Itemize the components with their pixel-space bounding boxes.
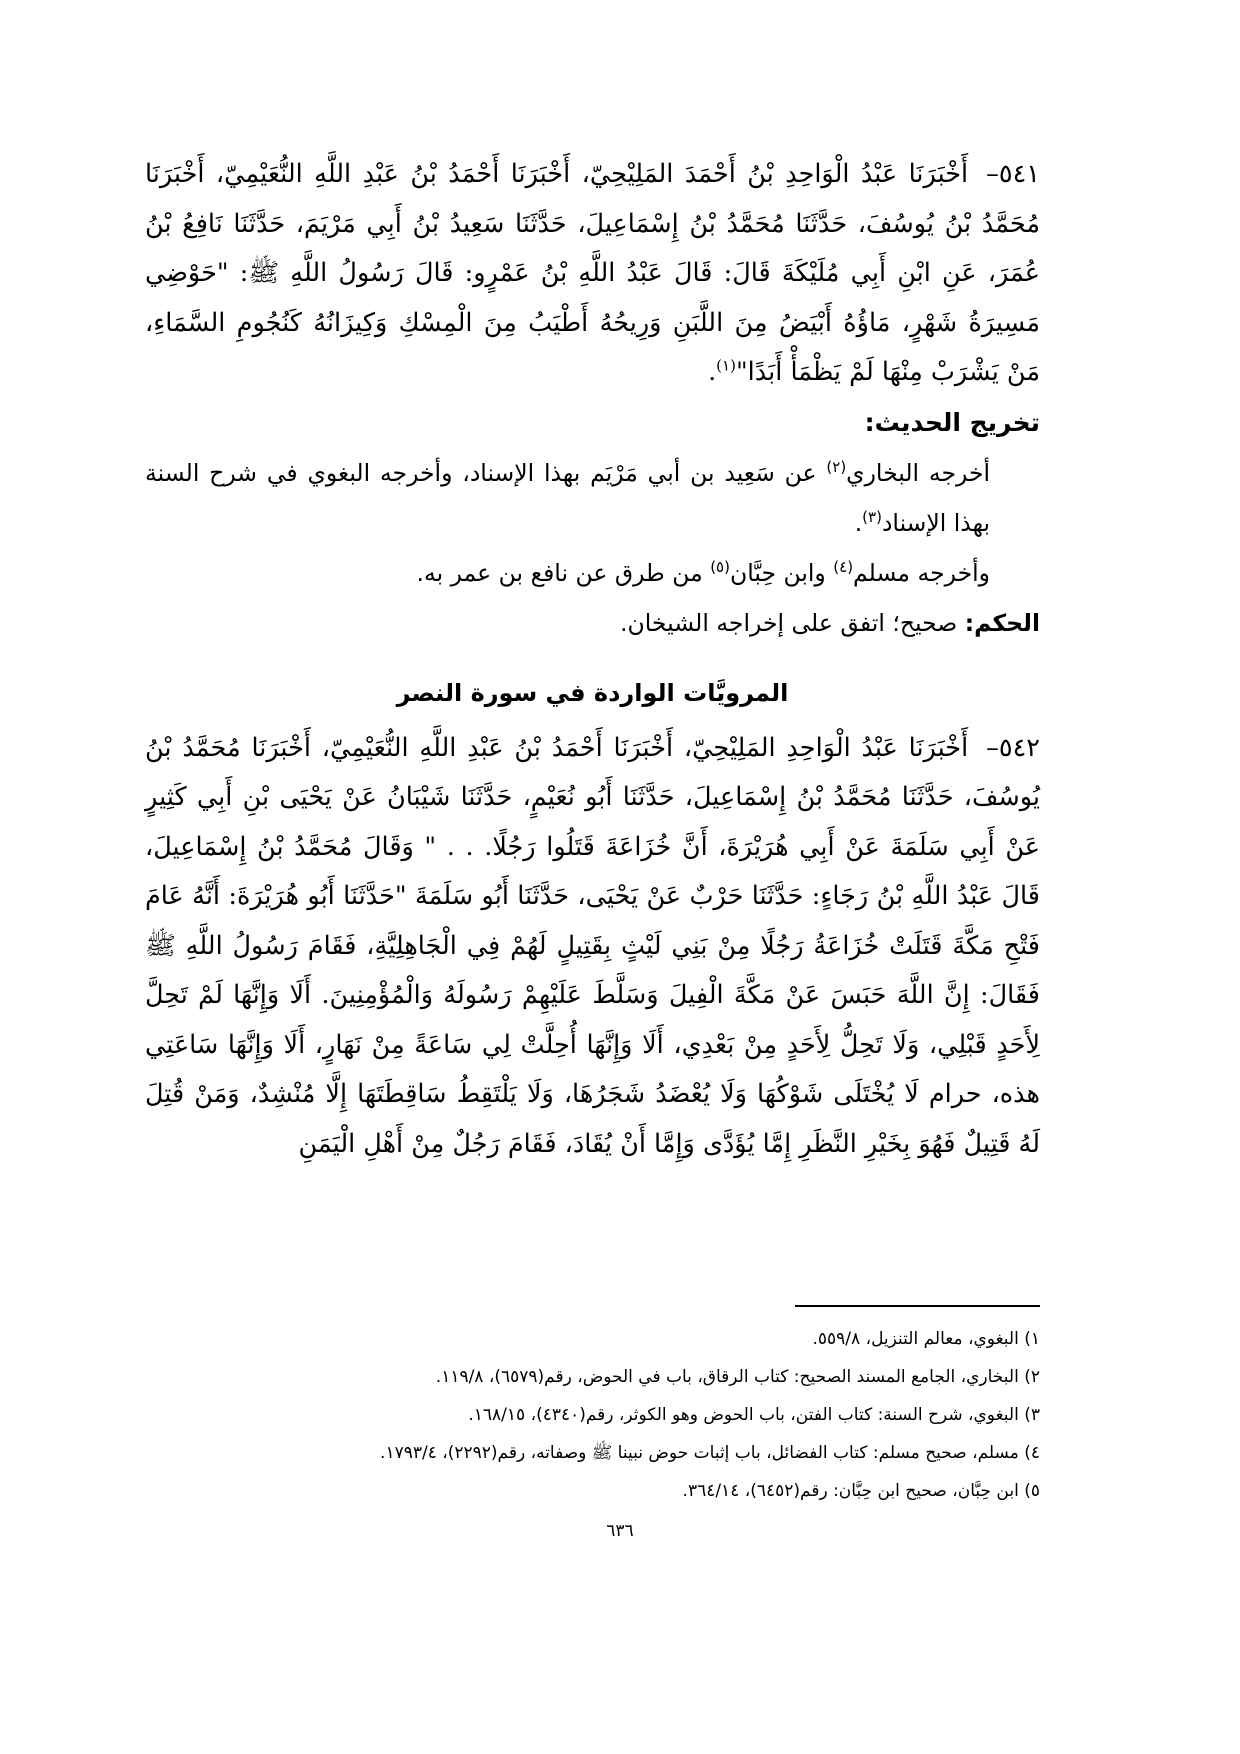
hukm-text: صحيح؛ اتفق على إخراجه الشيخان. <box>620 608 965 637</box>
hadith-text: أَخْبَرَنَا عَبْدُ الْوَاحِدِ المَلِيْحِيّ، أَخْبَرَنَا أَحْمَدُ بْنُ عَبْدِ اللَّهِ النُّعَيْمِيّ، أَخْبَرَنَا مُحَمَّدُ بْنُ يُوسُفَ، حَدَّثَنَا مُحَمَّدُ بْنُ إِسْمَاعِيلَ، حَدَّثَنَا أَبُو نُعَيْمٍ، حَدَّثَنَا شَيْبَانُ عَنْ يَحْيَى بْنِ أَبِي كَثِيرٍ عَنْ أَبِي سَلَمَةَ عَنْ أَبِي هُرَيْرَةَ، أَنَّ خُزَاعَةَ قَتَلُوا رَجُلًا. . . " وَقَالَ مُحَمَّدُ بْنُ إِسْمَاعِيلَ، قَالَ عَبْدُ اللَّهِ بْنُ رَجَاءٍ: حَدَّثَنَا حَرْبٌ عَنْ يَحْيَى، حَدَّثَنَا أَبُو سَلَمَةَ "حَدَّثَنَا أَبُو هُرَيْرَةَ: أَنَّهُ عَامَ فَتْحِ مَكَّةَ قَتَلَتْ خُزَاعَةُ رَجُلًا مِنْ بَنِي لَيْثٍ بِقَتِيلٍ لَهُمْ فِي الْجَاهِلِيَّةِ، فَقَامَ رَسُولُ اللَّهِ ﷺ فَقَالَ: إِنَّ اللَّهَ حَبَسَ عَنْ مَكَّةَ الْفِيلَ وَسَلَّطَ عَلَيْهِمْ رَسُولَهُ وَالْمُؤْمِنِينَ. أَلَا وَإِنَّهَا لَمْ تَحِلَّ لِأَحَدٍ قَبْلِي، وَلَا تَحِلُّ لِأَحَدٍ مِنْ بَعْدِي، أَلَا وَإِنَّهَا أُحِلَّتْ لِي سَاعَةً مِنْ نَهَارٍ، أَلَا وَإِنَّهَا سَاعَتِي هذه، حرام لَا يُخْتَلَى شَوْكُهَا وَلَا يُعْضَدُ شَجَرُهَا، وَلَا يَلْتَقِطُ سَاقِطَتَهَا إِلَّا مُنْشِدٌ، وَمَنْ قُتِلَ لَهُ قَتِيلٌ فَهُوَ بِخَيْرِ النَّظَرِ إِمَّا يُؤَدَّى وَإِمَّا أَنْ يُقَادَ، فَقَامَ رَجُلٌ مِنْ أَهْلِ الْيَمَنِ <box>145 732 1041 1159</box>
footnote-ref[interactable]: (٣) <box>862 507 882 526</box>
footnote-4: ٤) مسلم، صحيح مسلم: كتاب الفضائل، باب إثبات حوض نبينا ﷺ وصفاته، رقم(٢٢٩٢)، ١٧٩٣/٤. <box>380 1443 1040 1463</box>
footnote-1: ١) البغوي، معالم التنزيل، ٥٥٩/٨. <box>812 1329 1040 1349</box>
hadith-text: أَخْبَرَنَا عَبْدُ الْوَاحِدِ بْنُ أَحْمَدَ المَلِيْحِيّ، أَخْبَرَنَا أَحْمَدُ بْنُ عَبْدِ اللَّهِ النُّعَيْمِيّ، أَخْبَرَنَا مُحَمَّدُ بْنُ يُوسُفَ، حَدَّثَنَا مُحَمَّدُ بْنُ إِسْمَاعِيلَ، حَدَّثَنَا سَعِيدُ بْنُ أَبِي مَرْيَمَ، حَدَّثَنَا نَافِعُ بْنُ عُمَرَ، عَنِ ابْنِ أَبِي مُلَيْكَةَ قَالَ: قَالَ عَبْدُ اللَّهِ بْنُ عَمْرٍو: قَالَ رَسُولُ اللَّهِ ﷺ: "حَوْضِي مَسِيرَةُ شَهْرٍ، مَاؤُهُ أَبْيَضُ مِنَ اللَّبَنِ وَرِيحُهُ أَطْيَبُ مِنَ الْمِسْكِ وَكِيزَانُهُ كَنُجُومِ السَّمَاءِ، مَنْ يَشْرَبْ مِنْهَا لَمْ يَظْمَأْ أَبَدًا" <box>145 159 1040 387</box>
footnote-ref[interactable]: (١) <box>716 356 736 375</box>
takhrij-text: عن سَعِيد بن أبي مَرْيَم بهذا الإسناد، وأخرجه البغوي في شرح السنة بهذا الإسناد <box>145 458 990 537</box>
takhrij-paragraph-1 <box>145 448 1040 548</box>
footnotes <box>145 1320 1040 1510</box>
footnote-separator <box>795 1305 1040 1307</box>
takhrij-paragraph-2 <box>145 548 1040 598</box>
footnote-ref[interactable]: (٤) <box>833 557 854 576</box>
punctuation: . <box>854 508 863 537</box>
footnote-ref[interactable]: (٥) <box>710 557 730 576</box>
footnote-3: ٣) البغوي، شرح السنة: كتاب الفتن، باب الحوض وهو الكوثر، رقم(٤٣٤٠)، ١٦٨/١٥. <box>468 1405 1040 1425</box>
hadith-number: ٥٤٢– <box>986 732 1040 763</box>
footnote-ref[interactable]: (٢) <box>826 457 847 476</box>
takhrij-text: وابن حِبَّان <box>729 558 834 587</box>
section-heading: المرويَّات الواردة في سورة النصر <box>396 678 789 707</box>
hukm-paragraph <box>145 598 1040 648</box>
takhrij-text: من طرق عن نافع بن عمر به. <box>416 558 711 587</box>
hukm-label: الحكم: <box>964 608 1040 637</box>
hadith-541 <box>145 150 1040 398</box>
footnote-2: ٢) البخاري، الجامع المسند الصحيح: كتاب الرقاق، باب في الحوض، رقم(٦٥٧٩)، ١١٩/٨. <box>435 1367 1040 1387</box>
footnote-5: ٥) ابن حِبَّان، صحيح ابن حِبَّان: رقم(٦٤٥٢)، ٣٦٤/١٤. <box>682 1481 1040 1501</box>
takhrij-heading: تخريج الحديث: <box>864 407 1040 437</box>
takhrij-text: وأخرجه مسلم <box>853 558 990 587</box>
page-number: ٦٣٦ <box>606 1521 634 1541</box>
takhrij-text: أخرجه البخاري <box>846 458 990 487</box>
hadith-number: ٥٤١– <box>986 159 1040 189</box>
hadith-542 <box>145 724 1040 1170</box>
punctuation: . <box>708 357 717 387</box>
main-content <box>145 150 1040 1169</box>
